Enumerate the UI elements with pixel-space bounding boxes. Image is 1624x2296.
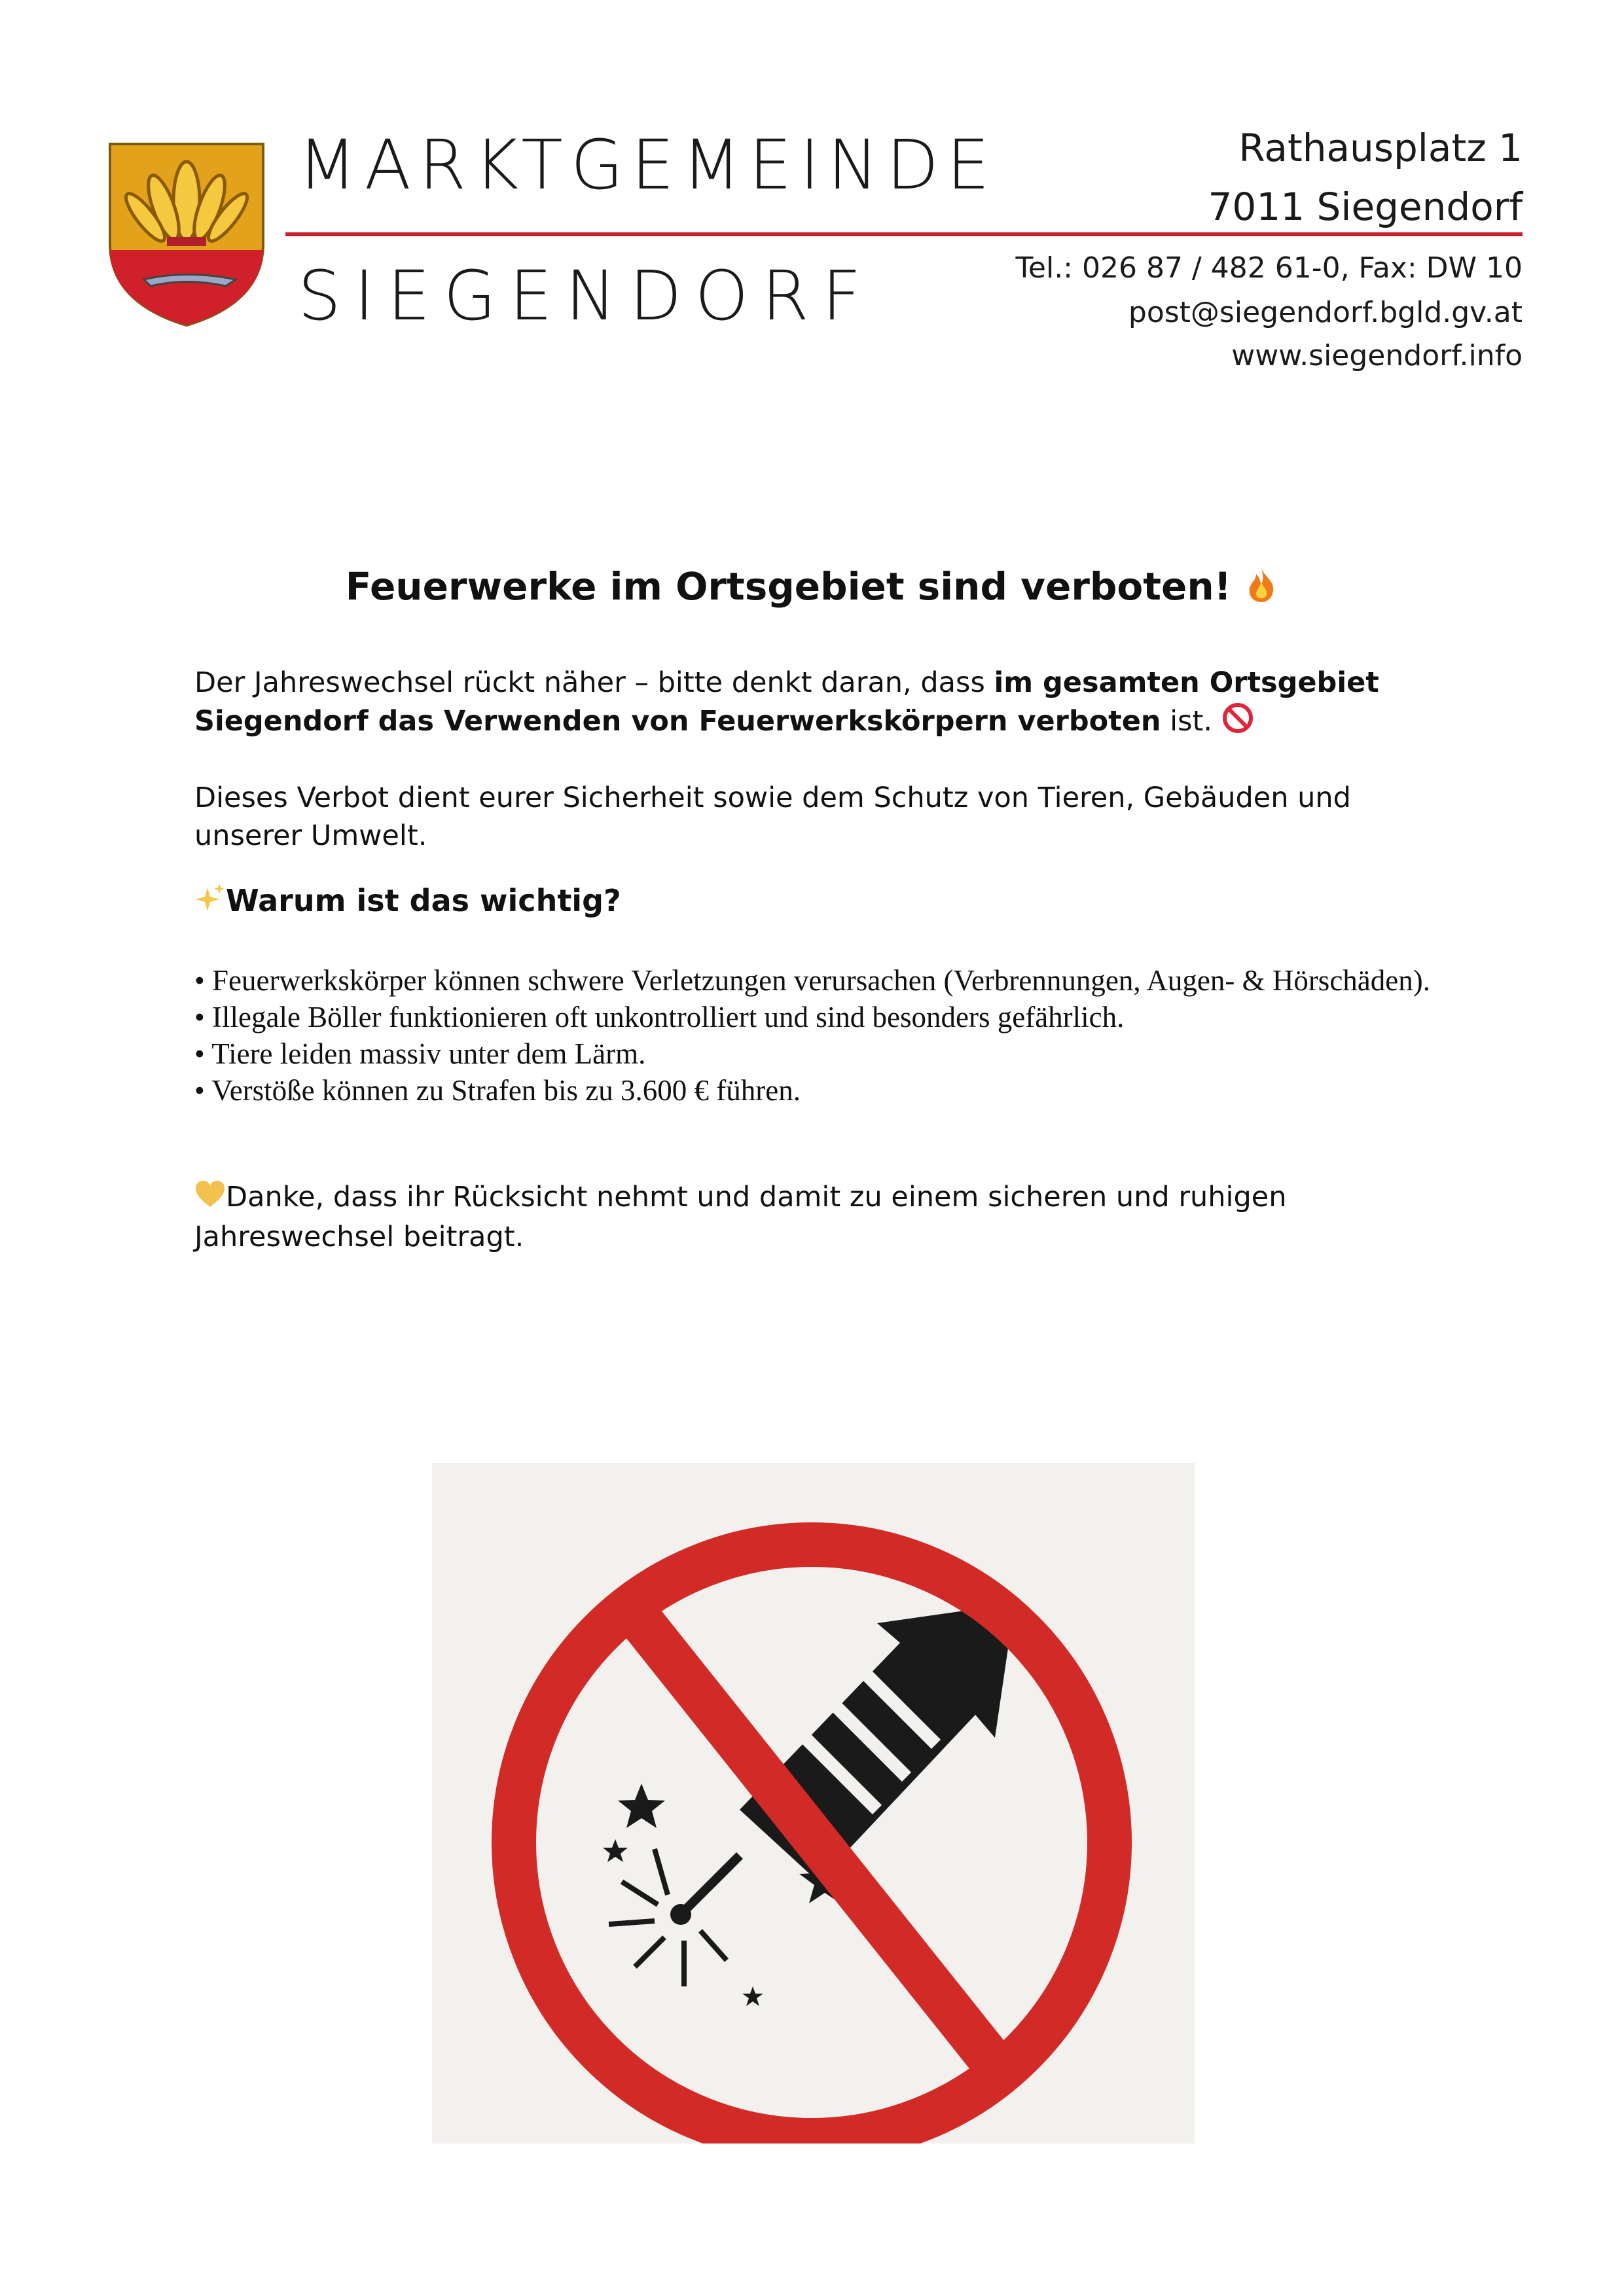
- p1-lead: Der Jahreswechsel rückt näher – bitte denkt daran, dass: [194, 666, 994, 699]
- no-fireworks-sign: [432, 1463, 1195, 2144]
- p1-bold: im gesamten Ortsgebiet Siegendorf das Verwenden von Feuerwerkskörpern verboten: [194, 666, 1379, 738]
- fire-icon: [1244, 566, 1278, 612]
- reasons-list: [194, 962, 1438, 1109]
- header-divider: [285, 232, 1523, 236]
- address-website[interactable]: www.siegendorf.info: [1231, 339, 1523, 372]
- municipal-crest-logo: [105, 139, 268, 329]
- why-heading: [194, 882, 621, 924]
- yellow-heart-icon: [194, 1179, 226, 1218]
- brand-siegendorf: SIEGENDORF: [298, 256, 875, 336]
- list-item: • Illegale Böller funktionieren oft unkontrolliert und sind besonders gefährlich.: [194, 1001, 1125, 1033]
- address-phone: Tel.: 026 87 / 482 61-0, Fax: DW 10: [1015, 251, 1523, 285]
- sparkles-icon: [194, 882, 226, 924]
- brand-marktgemeinde: MARKTGEMEINDE: [298, 125, 998, 205]
- list-item: • Tiere leiden massiv unter dem Lärm.: [194, 1037, 646, 1070]
- list-item: • Feuerwerkskörper können schwere Verletzungen verursachen (Verbrennungen, Augen- & Hörschäden).: [194, 964, 1430, 997]
- paragraph-ban-notice: [194, 664, 1438, 744]
- address-email[interactable]: post@siegendorf.bgld.gv.at: [1128, 296, 1523, 329]
- paragraph-thanks: [194, 1178, 1438, 1256]
- no-entry-icon: [1221, 702, 1254, 744]
- address-city: 7011 Siegendorf: [1208, 185, 1523, 229]
- notice-title: [0, 564, 1624, 612]
- list-item: • Verstöße können zu Strafen bis zu 3.600 € führen.: [194, 1074, 801, 1107]
- address-street: Rathausplatz 1: [1238, 126, 1523, 170]
- notice-title-text: Feuerwerke im Ortsgebiet sind verboten!: [345, 564, 1232, 609]
- p1-tail: ist.: [1161, 705, 1213, 738]
- thanks-text: Danke, dass ihr Rücksicht nehmt und damit zu einem sicheren und ruhigen Jahreswechsel beitragt.: [194, 1181, 1287, 1253]
- why-heading-text: Warum ist das wichtig?: [226, 883, 621, 918]
- paragraph-purpose: Dieses Verbot dient eurer Sicherheit sowie dem Schutz von Tieren, Gebäuden und unserer Umwelt.: [194, 781, 1351, 852]
